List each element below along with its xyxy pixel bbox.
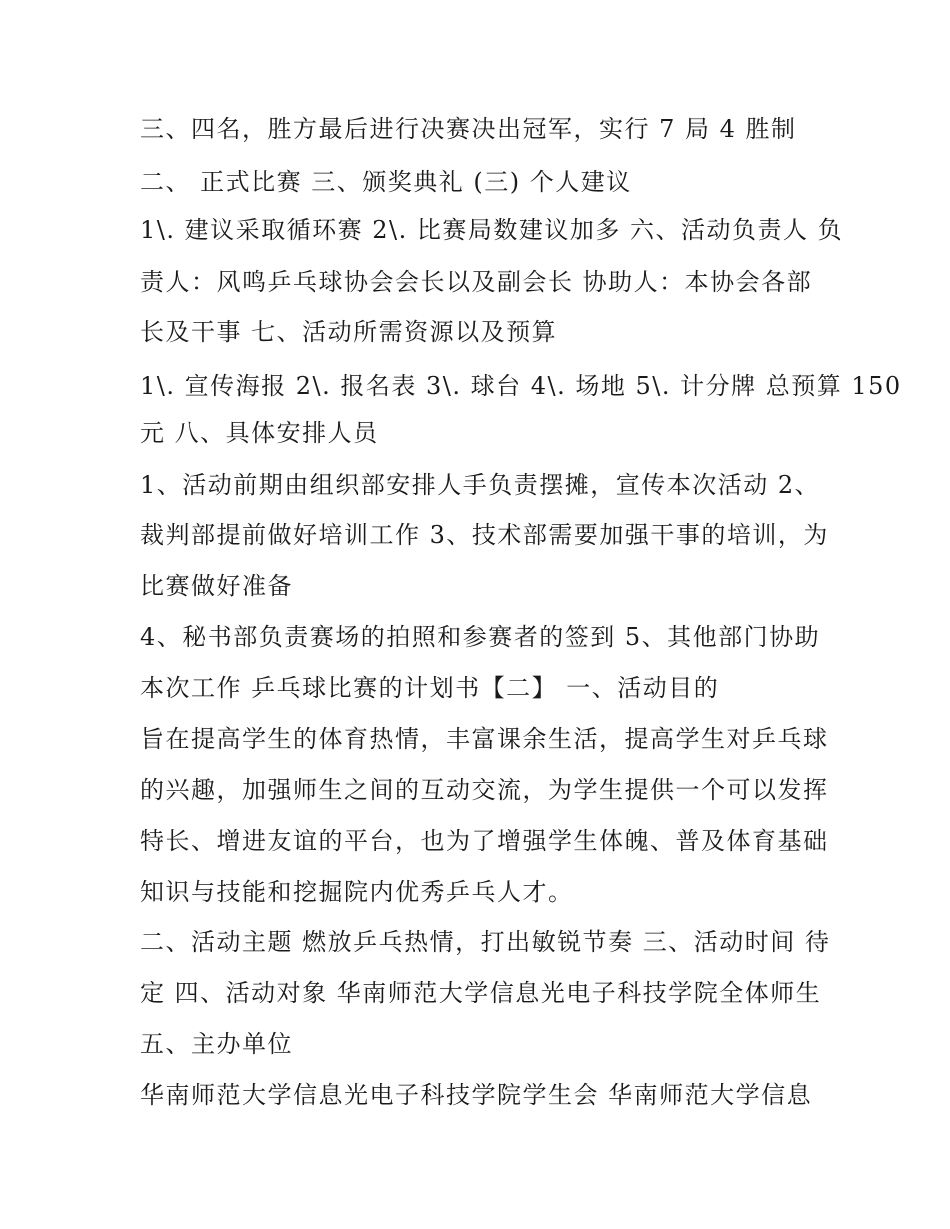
text-line: 本次工作 乒乓球比赛的计划书【二】 一、活动目的 bbox=[140, 674, 720, 702]
text-line: 1\. 宣传海报 2\. 报名表 3\. 球台 4\. 场地 5\. 计分牌 总预算 150 bbox=[140, 372, 902, 400]
text-line: 裁判部提前做好培训工作 3、技术部需要加强干事的培训，为 bbox=[140, 521, 829, 549]
text-line: 1\. 建议采取循环赛 2\. 比赛局数建议加多 六、活动负责人 负 bbox=[140, 216, 844, 244]
text-line: 长及干事 七、活动所需资源以及预算 bbox=[140, 318, 558, 346]
text-line: 旨在提高学生的体育热情，丰富课余生活，提高学生对乒乓球 bbox=[140, 725, 829, 753]
text-line: 知识与技能和挖掘院内优秀乒乓人才。 bbox=[140, 878, 574, 906]
text-line: 4、秘书部负责赛场的拍照和参赛者的签到 5、其他部门协助 bbox=[140, 623, 821, 651]
text-line: 责人：风鸣乒乓球协会会长以及副会长 协助人：本协会各部 bbox=[140, 268, 813, 296]
text-line: 二、 正式比赛 三、颁奖典礼 (三) 个人建议 bbox=[140, 168, 632, 196]
text-line: 1、活动前期由组织部安排人手负责摆摊，宣传本次活动 2、 bbox=[140, 471, 821, 499]
text-line: 三、四名，胜方最后进行决赛决出冠军，实行 7 局 4 胜制 bbox=[140, 115, 797, 143]
text-line: 定 四、活动对象 华南师范大学信息光电子科技学院全体师生 bbox=[140, 979, 822, 1007]
text-line: 元 八、具体安排人员 bbox=[140, 419, 379, 447]
text-line: 五、主办单位 bbox=[140, 1030, 293, 1058]
text-line: 二、活动主题 燃放乒乓热情，打出敏锐节奏 三、活动时间 待 bbox=[140, 928, 831, 956]
text-line: 华南师范大学信息光电子科技学院学生会 华南师范大学信息 bbox=[140, 1081, 813, 1109]
text-line: 的兴趣，加强师生之间的互动交流，为学生提供一个可以发挥 bbox=[140, 776, 829, 804]
text-line: 比赛做好准备 bbox=[140, 572, 293, 600]
text-line: 特长、增进友谊的平台，也为了增强学生体魄、普及体育基础 bbox=[140, 827, 829, 855]
